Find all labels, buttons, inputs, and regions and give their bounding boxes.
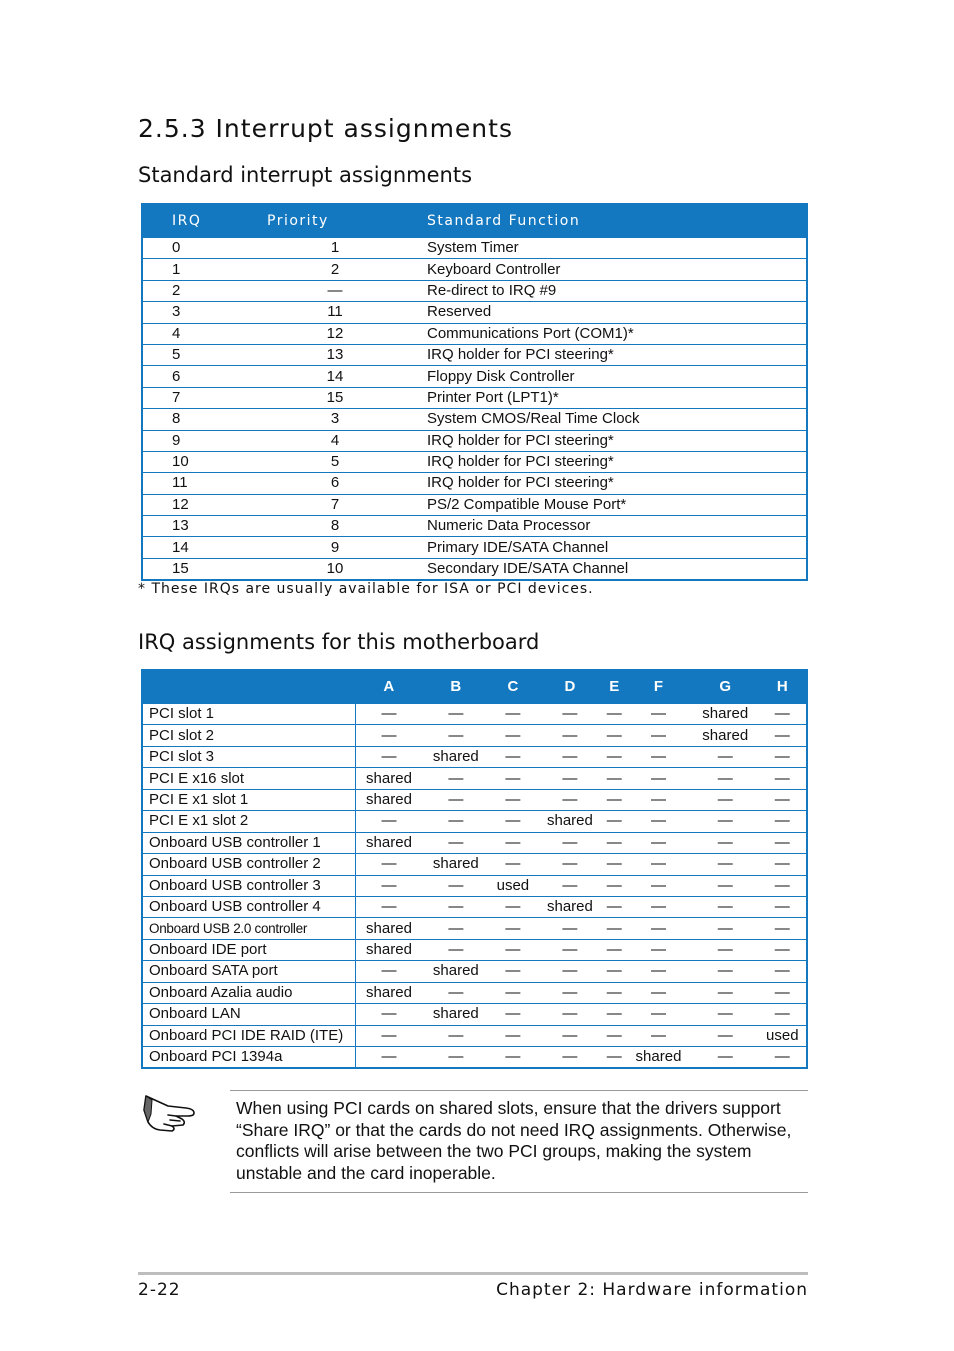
priority-value: 12 [326, 324, 344, 342]
column-header-irq: IRQ [143, 205, 253, 237]
table-header-row [143, 205, 806, 237]
table-row [143, 280, 806, 301]
column-header-e: E [603, 671, 625, 703]
assignment-cell: — [489, 961, 536, 982]
priority-value: 13 [326, 346, 344, 364]
assignment-cell: — [489, 918, 536, 939]
priority-value: 14 [326, 367, 344, 385]
table-row [143, 387, 806, 408]
assignment-cell: — [692, 746, 759, 767]
assignment-cell: — [355, 725, 422, 746]
assignment-cell: — [603, 854, 625, 875]
assignment-cell: — [355, 811, 422, 832]
assignment-cell: — [537, 854, 604, 875]
pointing-hand-icon [142, 1088, 200, 1132]
column-header-h: H [759, 671, 806, 703]
irq-cell: 7 [143, 387, 253, 408]
assignment-cell: — [759, 746, 806, 767]
assignment-cell: shared [692, 725, 759, 746]
assignment-cell: — [625, 768, 692, 789]
assignment-cell: — [692, 789, 759, 810]
column-header-g: G [692, 671, 759, 703]
device-cell: PCI slot 1 [143, 703, 355, 725]
irq-cell: 4 [143, 323, 253, 344]
assignment-cell: shared [422, 1004, 489, 1025]
assignment-cell: shared [422, 746, 489, 767]
function-cell: Secondary IDE/SATA Channel [427, 560, 629, 578]
assignment-cell: — [625, 811, 692, 832]
assignment-cell: shared [355, 939, 422, 960]
function-cell: Re-direct to IRQ #9 [427, 280, 806, 301]
note-divider-top [230, 1090, 808, 1091]
assignment-cell: — [625, 789, 692, 810]
irq-assignments-heading: IRQ assignments for this motherboard [138, 630, 540, 654]
note-text: When using PCI cards on shared slots, ensure that the drivers support “Share IRQ” or that the cards do not need IRQ assignments. Otherwise, conflicts will arise between the two PCI groups, making the system unstable and the card inoperable. [236, 1098, 792, 1183]
assignment-cell: — [355, 854, 422, 875]
assignment-cell: — [355, 1004, 422, 1025]
irq-assignments-table-frame [141, 669, 808, 1069]
assignment-cell: — [489, 703, 536, 725]
assignment-cell: — [625, 896, 692, 917]
table-row [143, 451, 806, 472]
function-cell: Printer Port (LPT1)* [427, 387, 806, 408]
irq-cell: 2 [143, 280, 253, 301]
priority-cell [253, 451, 427, 472]
assignment-cell: — [759, 939, 806, 960]
assignment-cell: — [692, 875, 759, 896]
assignment-cell: — [692, 811, 759, 832]
table-row [143, 789, 806, 810]
assignment-cell: — [759, 832, 806, 853]
assignment-cell: — [692, 896, 759, 917]
assignment-cell: shared [422, 961, 489, 982]
device-cell: PCI E x1 slot 2 [143, 811, 355, 832]
chapter-title: Chapter 2: Hardware information [496, 1280, 808, 1300]
device-cell: Onboard LAN [143, 1004, 355, 1025]
priority-cell [253, 323, 427, 344]
priority-value: 4 [330, 431, 340, 449]
table-row [143, 1047, 806, 1068]
priority-value: 5 [330, 453, 340, 471]
assignment-cell: — [489, 789, 536, 810]
irq-cell: 3 [143, 302, 253, 323]
assignment-cell: shared [355, 832, 422, 853]
assignment-cell: — [422, 939, 489, 960]
note-divider-bottom [230, 1192, 808, 1193]
assignment-cell: — [603, 896, 625, 917]
assignment-cell: — [489, 768, 536, 789]
assignment-cell: — [537, 725, 604, 746]
device-cell: Onboard PCI IDE RAID (ITE) [143, 1025, 355, 1046]
assignment-cell: — [537, 768, 604, 789]
table-row [143, 1025, 806, 1046]
assignment-cell: — [422, 832, 489, 853]
assignment-cell: — [759, 1004, 806, 1025]
assignment-cell: shared [635, 1048, 682, 1066]
assignment-cell: — [717, 1048, 733, 1066]
table-row [143, 366, 806, 387]
section-heading: 2.5.3 Interrupt assignments [138, 114, 513, 143]
priority-cell [253, 344, 427, 365]
priority-value: 3 [330, 410, 340, 428]
priority-cell [253, 237, 427, 259]
assignment-cell: shared [422, 854, 489, 875]
assignment-cell: — [603, 918, 625, 939]
assignment-cell: — [505, 1048, 521, 1066]
assignment-cell: — [537, 1004, 604, 1025]
assignment-cell: used [489, 875, 536, 896]
assignment-cell: — [625, 832, 692, 853]
irq-cell: 1 [143, 259, 253, 280]
irq-cell: 9 [143, 430, 253, 451]
irq-cell: 13 [143, 516, 253, 537]
irq-cell: 0 [143, 237, 253, 259]
assignment-cell: — [355, 961, 422, 982]
priority-cell [253, 387, 427, 408]
footnote: * These IRQs are usually available for ISA or PCI devices. [138, 581, 594, 597]
table-row [143, 746, 806, 767]
priority-cell [253, 494, 427, 515]
device-cell: Onboard USB controller 2 [143, 854, 355, 875]
assignment-cell: — [625, 703, 692, 725]
priority-cell [253, 516, 427, 537]
assignment-cell: — [603, 789, 625, 810]
assignment-cell: — [537, 918, 604, 939]
device-cell: Onboard USB controller 3 [143, 875, 355, 896]
table-row [143, 982, 806, 1003]
table-row [143, 558, 806, 579]
priority-cell [253, 537, 427, 558]
irq-cell: 11 [143, 473, 253, 494]
assignment-cell: — [603, 961, 625, 982]
device-cell: Onboard USB controller 4 [143, 896, 355, 917]
table-row [143, 537, 806, 558]
priority-value: 15 [326, 388, 344, 406]
device-cell: Onboard USB controller 1 [143, 832, 355, 853]
assignment-cell: — [625, 854, 692, 875]
assignment-cell: — [422, 982, 489, 1003]
assignment-cell: — [759, 982, 806, 1003]
table-row [143, 430, 806, 451]
assignment-cell: — [759, 875, 806, 896]
function-cell: IRQ holder for PCI steering* [427, 451, 806, 472]
assignment-cell: — [692, 854, 759, 875]
column-header-c: C [489, 671, 536, 703]
column-header-f: F [625, 671, 692, 703]
priority-cell [253, 302, 427, 323]
assignment-cell: — [489, 832, 536, 853]
column-header-b: B [422, 671, 489, 703]
priority-value: 9 [330, 538, 340, 556]
assignment-cell: — [759, 789, 806, 810]
priority-cell [253, 473, 427, 494]
function-cell: IRQ holder for PCI steering* [427, 430, 806, 451]
priority-value: 2 [330, 260, 340, 278]
assignment-cell: — [537, 703, 604, 725]
table-row [143, 725, 806, 746]
table-row [143, 854, 806, 875]
assignment-cell: — [537, 982, 604, 1003]
table-row [143, 896, 806, 917]
device-cell: PCI slot 3 [143, 746, 355, 767]
assignment-cell: shared [355, 789, 422, 810]
table-row [143, 875, 806, 896]
column-header-device [143, 671, 355, 703]
assignment-cell: — [759, 811, 806, 832]
assignment-cell: — [537, 939, 604, 960]
assignment-cell: — [422, 768, 489, 789]
assignment-cell: — [422, 1025, 489, 1046]
assignment-cell: — [603, 982, 625, 1003]
assignment-cell: — [692, 768, 759, 789]
priority-value: 7 [330, 495, 340, 513]
table-row [143, 409, 806, 430]
device-cell: Onboard USB 2.0 controller [143, 918, 355, 939]
priority-cell [253, 409, 427, 430]
device-cell: PCI E x16 slot [143, 768, 355, 789]
assignment-cell: shared [355, 982, 422, 1003]
table-row [143, 302, 806, 323]
assignment-cell: — [562, 1048, 578, 1066]
assignment-cell: — [489, 854, 536, 875]
assignment-cell: — [625, 746, 692, 767]
assignment-cell: — [537, 746, 604, 767]
assignment-cell: shared [355, 768, 422, 789]
assignment-cell: used [759, 1025, 806, 1046]
assignment-cell: — [692, 918, 759, 939]
device-cell: Onboard IDE port [143, 939, 355, 960]
table-row [143, 323, 806, 344]
footer-divider [138, 1272, 808, 1275]
assignment-cell: — [603, 811, 625, 832]
page-number: 2-22 [138, 1280, 181, 1300]
priority-value: 10 [326, 560, 344, 578]
assignment-cell: — [355, 1025, 422, 1046]
table-row [143, 703, 806, 725]
column-header-d: D [537, 671, 604, 703]
assignment-cell: — [489, 1025, 536, 1046]
assignment-cell: shared [537, 811, 604, 832]
function-cell: Numeric Data Processor [427, 516, 806, 537]
priority-value: 8 [330, 517, 340, 535]
irq-cell: 15 [172, 560, 189, 578]
assignment-cell: — [625, 725, 692, 746]
column-header-a: A [355, 671, 422, 703]
assignment-cell: — [625, 1025, 692, 1046]
assignment-cell: — [603, 1025, 625, 1046]
assignment-cell: — [422, 811, 489, 832]
assignment-cell: — [603, 768, 625, 789]
assignment-cell: shared [355, 918, 422, 939]
assignment-cell: — [489, 811, 536, 832]
assignment-cell: — [489, 939, 536, 960]
assignment-cell: — [537, 832, 604, 853]
table-row [143, 473, 806, 494]
assignment-cell: — [692, 832, 759, 853]
assignment-cell: — [606, 1048, 622, 1066]
table-row [143, 832, 806, 853]
function-cell: System CMOS/Real Time Clock [427, 409, 806, 430]
priority-cell [253, 558, 427, 579]
table-row [143, 918, 806, 939]
device-cell: Onboard Azalia audio [143, 982, 355, 1003]
assignment-cell: — [774, 1048, 790, 1066]
assignment-cell: — [537, 1025, 604, 1046]
function-cell: Communications Port (COM1)* [427, 323, 806, 344]
assignment-cell: — [603, 875, 625, 896]
assignment-cell: — [603, 725, 625, 746]
standard-interrupt-table [143, 205, 806, 579]
assignment-cell: — [422, 918, 489, 939]
table-row [143, 259, 806, 280]
table-row [143, 1004, 806, 1025]
assignment-cell: — [625, 1004, 692, 1025]
assignment-cell: — [603, 939, 625, 960]
assignment-cell: — [759, 703, 806, 725]
function-cell: Primary IDE/SATA Channel [427, 537, 806, 558]
assignment-cell: — [355, 703, 422, 725]
assignment-cell: — [759, 854, 806, 875]
assignment-cell: — [422, 725, 489, 746]
irq-cell: 12 [143, 494, 253, 515]
assignment-cell: — [537, 875, 604, 896]
priority-value: 6 [330, 474, 340, 492]
assignment-cell: — [381, 1048, 397, 1066]
table-row [143, 811, 806, 832]
function-cell: PS/2 Compatible Mouse Port* [427, 494, 806, 515]
priority-cell [253, 259, 427, 280]
table-row [143, 961, 806, 982]
column-header-function: Standard Function [427, 205, 806, 237]
priority-cell [253, 280, 427, 301]
assignment-cell: — [489, 896, 536, 917]
function-cell: Floppy Disk Controller [427, 366, 806, 387]
assignment-cell: — [625, 875, 692, 896]
priority-cell [253, 430, 427, 451]
assignment-cell: — [422, 896, 489, 917]
assignment-cell: — [489, 982, 536, 1003]
assignment-cell: — [692, 1004, 759, 1025]
irq-cell: 8 [143, 409, 253, 430]
function-cell: IRQ holder for PCI steering* [427, 473, 806, 494]
standard-interrupt-heading: Standard interrupt assignments [138, 163, 473, 187]
assignment-cell: — [759, 918, 806, 939]
device-cell: PCI slot 2 [143, 725, 355, 746]
assignment-cell: — [489, 1004, 536, 1025]
assignment-cell: — [355, 875, 422, 896]
assignment-cell: — [422, 703, 489, 725]
table-row [143, 939, 806, 960]
function-cell: Reserved [427, 302, 806, 323]
assignment-cell: shared [692, 703, 759, 725]
assignment-cell: — [422, 875, 489, 896]
device-cell: Onboard PCI 1394a [143, 1047, 355, 1068]
assignment-cell: — [692, 961, 759, 982]
assignment-cell: — [692, 982, 759, 1003]
function-cell: System Timer [427, 237, 806, 259]
assignment-cell: — [625, 982, 692, 1003]
assignment-cell: — [603, 832, 625, 853]
function-cell: Keyboard Controller [427, 259, 806, 280]
assignment-cell: — [759, 725, 806, 746]
priority-value: 11 [327, 303, 343, 321]
assignment-cell: — [625, 939, 692, 960]
assignment-cell: shared [537, 896, 604, 917]
table-row [143, 516, 806, 537]
priority-value: 1 [330, 239, 340, 257]
assignment-cell: — [355, 746, 422, 767]
assignment-cell: — [422, 789, 489, 810]
column-header-priority: Priority [253, 205, 427, 237]
priority-value: — [327, 281, 343, 299]
assignment-cell: — [489, 746, 536, 767]
assignment-cell: — [625, 918, 692, 939]
irq-cell: 6 [143, 366, 253, 387]
function-cell: IRQ holder for PCI steering* [427, 344, 806, 365]
priority-cell [253, 366, 427, 387]
assignment-cell: — [759, 896, 806, 917]
assignment-cell: — [625, 961, 692, 982]
assignment-cell: — [692, 1025, 759, 1046]
irq-cell: 10 [143, 451, 253, 472]
irq-assignments-table [143, 671, 806, 1067]
irq-cell: 14 [143, 537, 253, 558]
standard-interrupt-table-frame [141, 203, 808, 581]
table-row [143, 237, 806, 259]
irq-cell: 5 [143, 344, 253, 365]
table-row [143, 768, 806, 789]
assignment-cell: — [603, 703, 625, 725]
assignment-cell: — [537, 961, 604, 982]
device-cell: Onboard SATA port [143, 961, 355, 982]
assignment-cell: — [355, 896, 422, 917]
table-row [143, 494, 806, 515]
table-header-row [143, 671, 806, 703]
assignment-cell: — [759, 768, 806, 789]
assignment-cell: — [489, 725, 536, 746]
assignment-cell: — [603, 1004, 625, 1025]
assignment-cell: — [448, 1048, 464, 1066]
assignment-cell: — [692, 939, 759, 960]
assignment-cell: — [537, 789, 604, 810]
device-cell: PCI E x1 slot 1 [143, 789, 355, 810]
table-row [143, 344, 806, 365]
assignment-cell: — [603, 746, 625, 767]
assignment-cell: — [759, 961, 806, 982]
